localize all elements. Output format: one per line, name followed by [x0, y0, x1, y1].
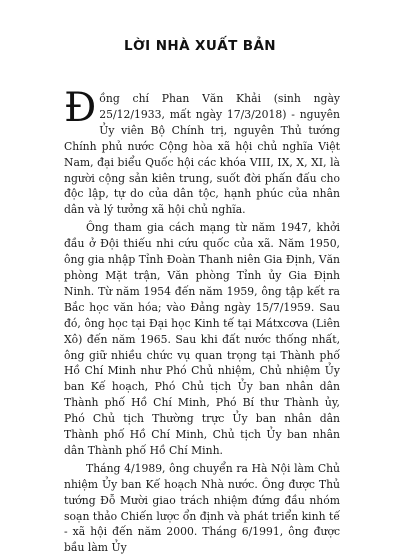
- paragraph-3: Tháng 4/1989, ông chuyển ra Hà Nội làm Chủ nhiệm Ủy ban Kế hoạch Nhà nước. Ông được Thủ tướng Đỗ Mười giao trách nhiệm đứng đầu nhóm soạn thảo Chiến lược ổn định và phát triển kinh tế - xã hội đến năm 2000. Tháng 6/1991, ông được bầu làm Ủy: [64, 461, 340, 555]
- page-heading: LỜI NHÀ XUẤT BẢN: [123, 38, 277, 54]
- paragraph-2: Ông tham gia cách mạng từ năm 1947, khởi đầu ở Đội thiếu nhi cứu quốc của xã. Năm 1950, ông gia nhập Tỉnh Đoàn Thanh niên Gia Định, Văn phòng Mặt trận, Văn phòng Tỉnh ủy Gia Định Ninh. Từ năm 1954 đến năm 1959, ông tập kết ra Bắc học văn hóa; vào Đảng ngày 15/7/1959. Sau đó, ông học tại Đại học Kinh tế tại Mátxcơva (Liên Xô) đến năm 1965. Sau khi đất nước thống nhất, ông giữ nhiều chức vụ quan trọng tại Thành phố Hồ Chí Minh như Phó Chủ nhiệm, Chủ nhiệm Ủy ban Kế hoạch, Phó Chủ tịch Ủy ban nhân dân Thành phố Hồ Chí Minh, Phó Bí thư Thành ủy, Phó Chủ tịch Thường trực Ủy ban nhân dân Thành phố Hồ Chí Minh, Chủ tịch Ủy ban nhân dân Thành phố Hồ Chí Minh.: [64, 221, 340, 457]
- paragraph-1: [64, 85, 340, 218]
- drop-cap: Đ: [64, 85, 97, 131]
- body-text: [64, 85, 340, 558]
- paragraph-1-text: ồng chí Phan Văn Khải (sinh ngày 25/12/1933, mất ngày 17/3/2018) - nguyên Ủy viên Bộ Chính trị, nguyên Thủ tướng Chính phủ nước Cộng hòa xã hội chủ nghĩa Việt Nam, đại biểu Quốc hội các khóa VIII, IX, X, XI, là người cộng sản kiên trung, suốt đời phấn đấu cho độc lập, tự do của dân tộc, hạnh phúc của nhân dân và lý tưởng xã hội chủ nghĩa.: [64, 92, 340, 217]
